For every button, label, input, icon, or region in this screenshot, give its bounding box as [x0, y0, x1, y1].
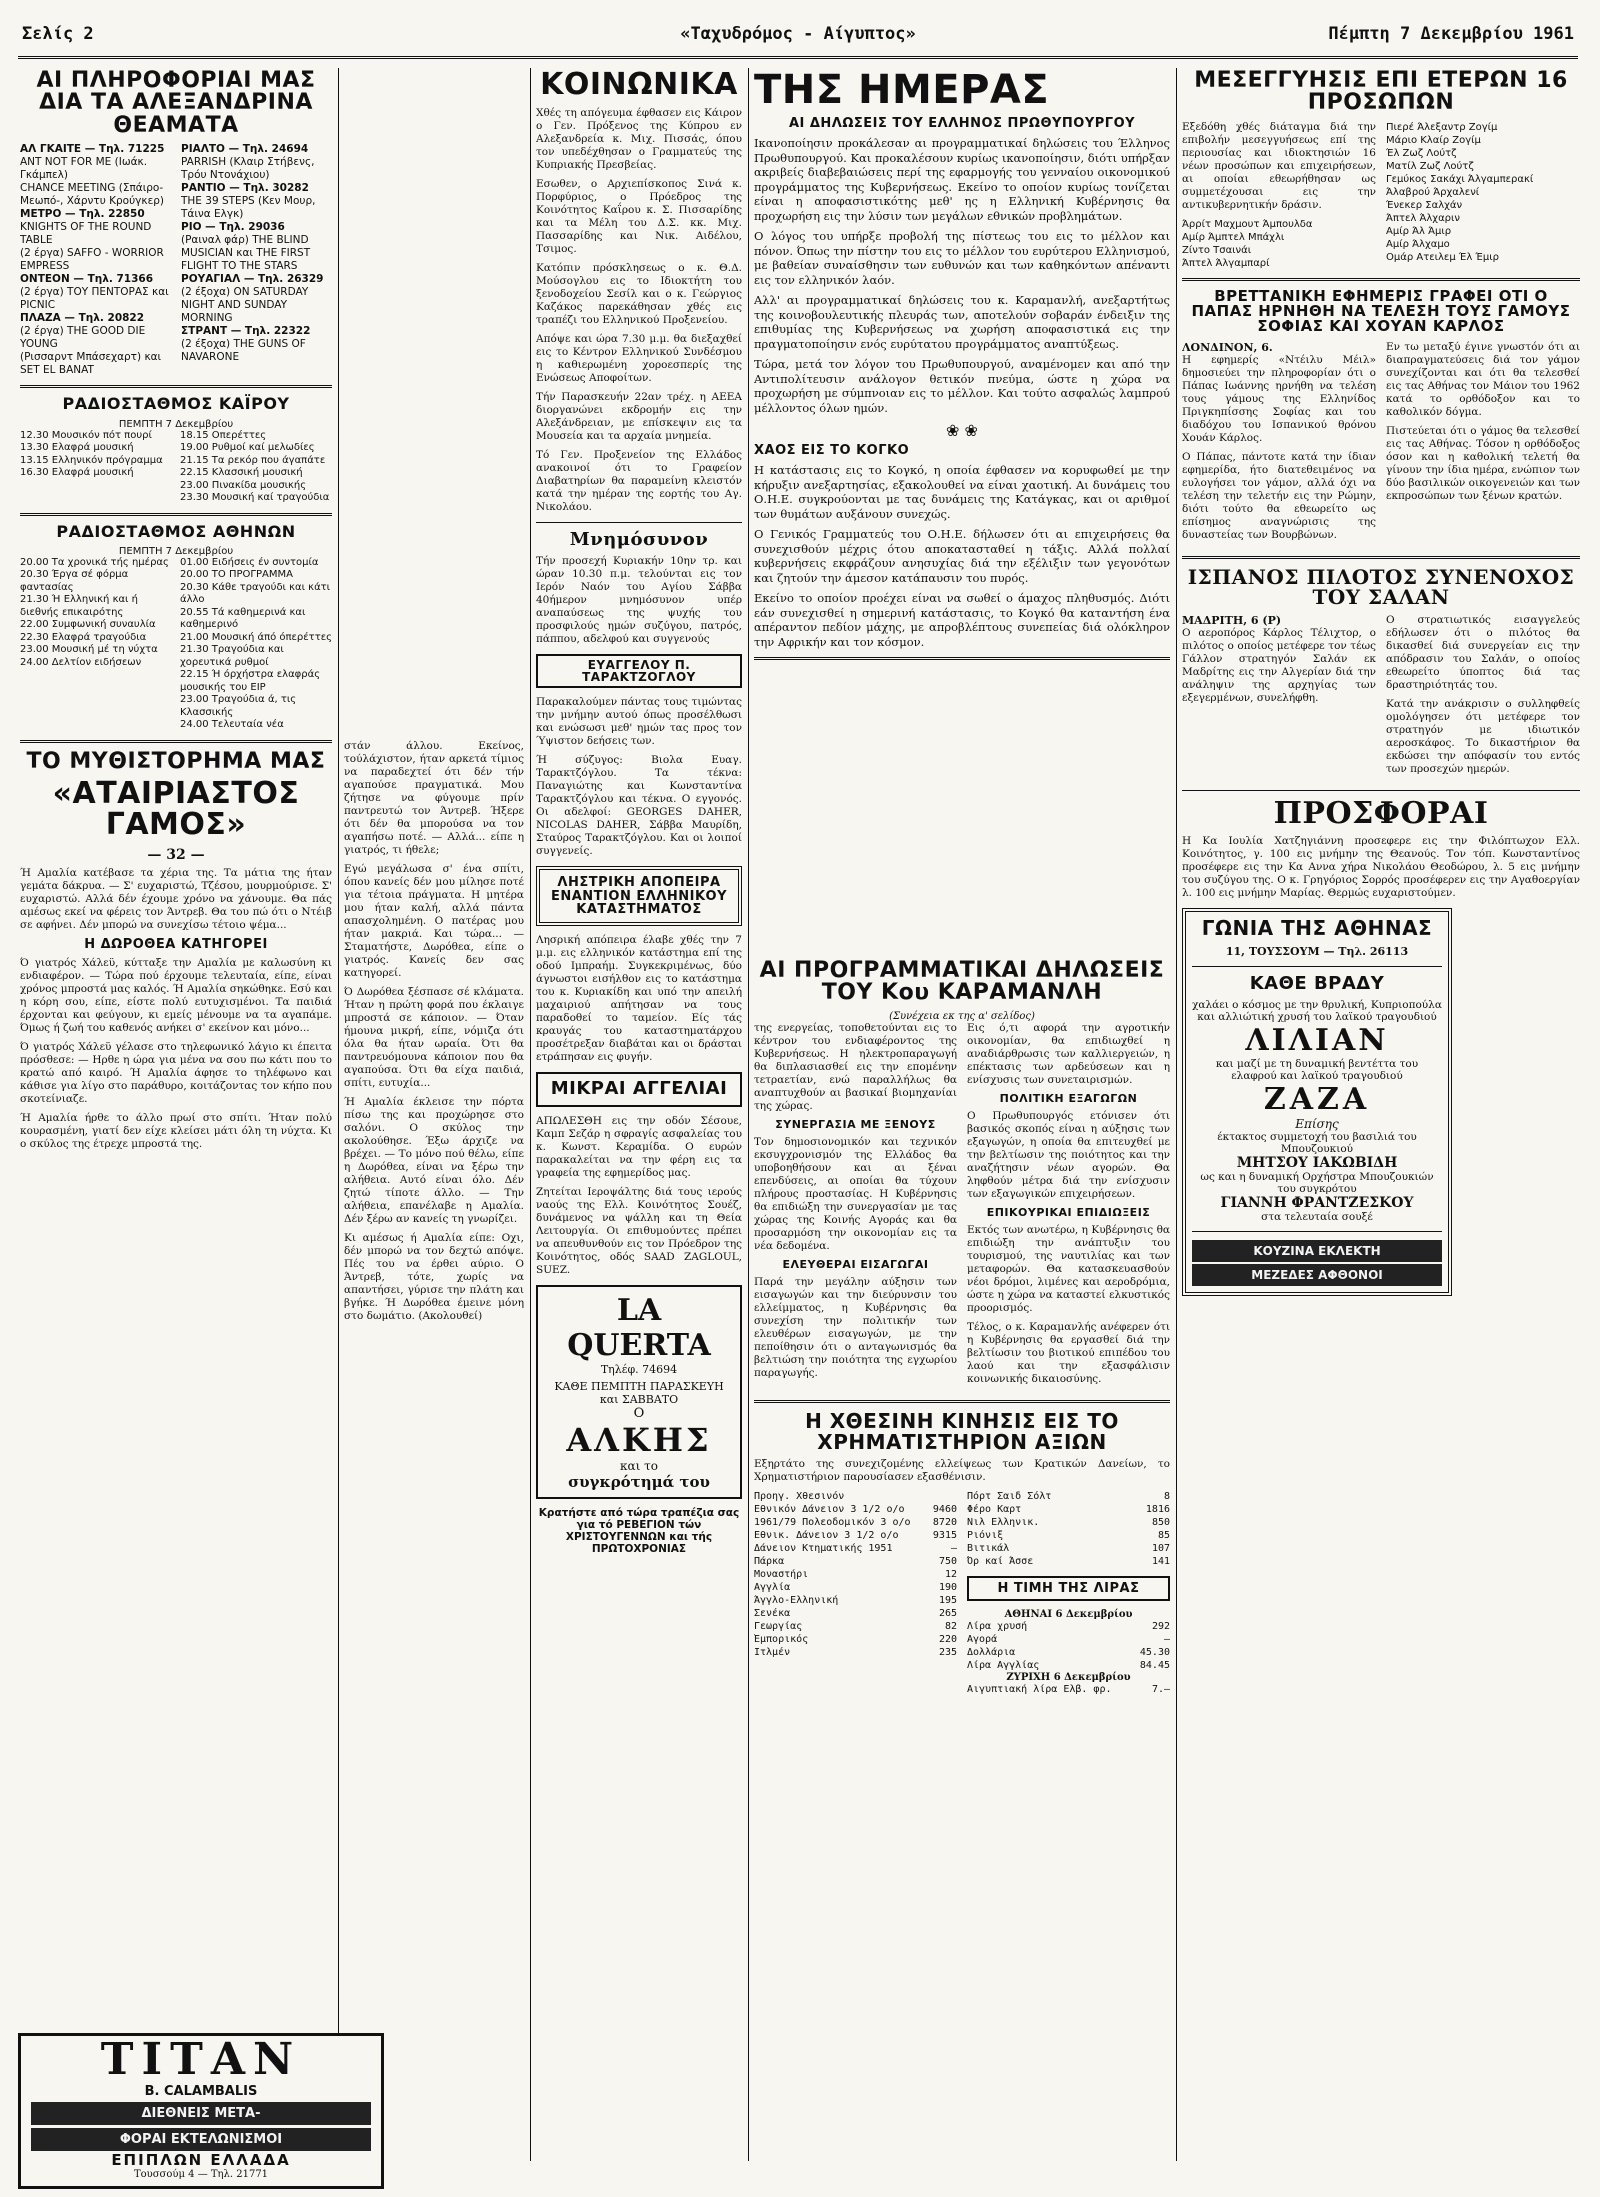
column-1: [20, 70, 332, 2161]
program-item: 24.00 Τελευταία νέα: [180, 719, 284, 731]
cinema-entry: (Ρισσαρντ Μπάσεχαρτ) και SET EL BANAT: [20, 351, 162, 377]
name-entry: Αμίρ Άλ Άμιρ: [1386, 225, 1452, 237]
athens-footer-2: ΜΕΖΕΔΕΣ ΑΦΘΟΝΟΙ: [1192, 1264, 1442, 1286]
serial-paragraph: Εγώ μεγάλωσα σ' ένα σπίτι, όπου κανείς δέν μου μίλησε ποτέ για τέτοια πράγματα. Η μητέρα μου ήταν καλή, αλλά πάντα απασχολημένη. Ο πατέρας μου ήταν μακριά. Και τώρα... — Σταματήστε, Δωρόθεα, είπε ο γιατρός. Κανείς δεν σας κατηγορεί.: [344, 863, 524, 979]
athens-footer-1: ΚΟΥΖΙΝΑ ΕΚΛΕΚΤΗ: [1192, 1240, 1442, 1262]
memorial-name: ΕΥΑΓΓΕΛΟΥ Π. ΤΑΡΑΚΤΖΟΓΛΟΥ: [582, 657, 696, 685]
column-divider: [530, 68, 531, 2161]
sequestration-text: Εξεδόθη χθές διάταγμα διά την επιβολήν μεσεγγυήσεως επί της περιουσίας και ιδιοκτησιών 16 νέων προσώπων και επιχειρήσεων, αι οποίαι εθεωρήθησαν ως συμμετέχουσαι εις την αντικυβερνητικήν δράσιν.: [1182, 120, 1376, 211]
dateline: ΜΑΔΡΙΤΗ, 6 (Ρ): [1182, 613, 1282, 627]
row-label: Μοναστήρι: [754, 1569, 809, 1581]
name-entry: Αμίρ Άλχαμο: [1386, 238, 1450, 250]
cinema-entry: THE 39 STEPS (Κεν Μουρ, Τάινα Ελγκ): [181, 195, 316, 221]
program-item: 23.00 Μουσική μέ τη νύχτα: [20, 644, 158, 656]
karamanlis-article: [754, 960, 1170, 2161]
row-value: —: [1163, 1634, 1170, 1646]
sequestration-names: [1386, 121, 1580, 270]
article-subheading: ΣΥΝΕΡΓΑΣΙΑ ΜΕ ΞΕΝΟΥΣ: [775, 1117, 936, 1131]
row-value: 8: [1163, 1491, 1170, 1503]
athens-star-2: ΖΑΖΑ: [1263, 1081, 1371, 1117]
name-entry: Μάριο Κλαίρ Ζογίμ: [1386, 134, 1481, 146]
program-item: 20.30 Έργα σέ φόρμα φαντασίας: [20, 569, 129, 593]
serial-paragraph: Ό γιατρός Χάλεϋ, κύτταξε την Αμαλία με καλωσύνη κι ενδιαφέρον. — Τώρα πού έρχουμε τελευταία, είπε, είναι χρόνος μπροστά μας καλός. Ή Αμαλία σηκώθηκε. Εσύ και η κόρη σου, είπε, είστε πολύ ευτυχισμένοι. Τα παιδιά έρχονται και φεύγουν, κι εμείς μένουμε να τα αγαπάμε. Όμως ή ζωή του καθενός ανήκει σ' εκείνον και μόνο...: [20, 956, 332, 1034]
editorial-paragraph: Τώρα, μετά τον λόγον του Πρωθυπουργού, αναμένομεν και από την Αντιπολίτευσιν ανάλογον θετικόν πνεύμα, ώστε η χώρα να προχωρήση με σύμπνοιαν εις το μέλλον. Και τούτο ασφαλώς λαμπρού μέλλοντος όλων ημών.: [754, 357, 1170, 415]
table-row: [754, 1646, 957, 1659]
theatres-headline: ΑΙ ΠΛΗΡΟΦΟΡΙΑΙ ΜΑΣ ΔΙΑ ΤΑ ΑΛΕΞΑΝΔΡΙΝΑ ΘΕΑΜΑΤΑ: [36, 70, 316, 138]
karamanlis-col-left: [754, 1022, 957, 1392]
row-label: Έμπορικός: [754, 1634, 809, 1646]
athens-text: έκτακτος συμμετοχή του βασιλιά του Μπουζουκιού: [1217, 1130, 1417, 1155]
athens-corner-ad: [1182, 908, 1452, 1296]
pilot-body: [1182, 614, 1580, 782]
social-paragraph: Τό Γεν. Προξενείον της Ελλάδος ανακοινοί ότι το Γραφείον Διαβατηρίων θα παραμείνη κλειστόν κατά την ημέραν της εορτής του Αγ. Νικολάου.: [536, 448, 742, 513]
cinema-list-left: [20, 143, 171, 377]
row-label: Λίρα χρυσή: [967, 1621, 1028, 1633]
row-label: Βιτικάλ: [967, 1543, 1010, 1555]
row-value: 82: [944, 1621, 957, 1633]
lira-title: Η ΤΙΜΗ ΤΗΣ ΛΙΡΑΣ: [997, 1581, 1140, 1597]
table-row: [754, 1529, 957, 1542]
karamanlis-col-right: [967, 1022, 1170, 1392]
row-label: Πάρκα: [754, 1556, 785, 1568]
article-subheading: ΕΛΕΥΘΕΡΑΙ ΕΙΣΑΓΩΓΑΙ: [782, 1258, 929, 1272]
section-rule: [1182, 278, 1580, 281]
name-entry: Έλ Ζωζ Λούτζ: [1386, 147, 1457, 159]
small-ads-title: ΜΙΚΡΑΙ ΑΓΓΕΛΙΑΙ: [550, 1078, 728, 1100]
small-ad: Ζητείται Ιεροψάλτης διά τους ιερούς ναούς της Ελλ. Κοινότητος Σουέζ, δυνάμενος να ψάλλη και τη Θεία Λειτουργία. Οι επιθυμούντες πρέπει να απευθυνθούν εις τον Πρόεδρον της Κοινότητος, οδός SAAD ZAGLOUL, SUEZ.: [536, 1185, 742, 1276]
stock-tables: [754, 1490, 1170, 1696]
lira-value: 7.—: [1151, 1684, 1170, 1696]
stock-table-right: [967, 1490, 1170, 1568]
athens-star-4: ΓΙΑΝΝΗ ΦΡΑΝΤΖΕΣΚΟΥ: [1220, 1194, 1414, 1211]
article-paragraph: Παρά την μεγάλην αύξησιν των εισαγωγών και την διεύρυνσιν του ελλείμματος, η Κυβέρνησις θα συνεχίση την πολιτικήν των ελευθέρων εισαγωγών, με την πεποίθησιν ότι ο ανταγωνισμός θα βελτιώση την ποιότητα της εγχωρίου παραγωγής.: [754, 1276, 957, 1380]
titan-brand: ΤΙΤΑΝ: [100, 2034, 302, 2085]
program-item: 23.00 Πινακίδα μουσικής: [180, 479, 307, 491]
program-item: 23.00 Τραγούδια ά, τις Κλασσικής: [180, 694, 297, 718]
section-rule: [754, 657, 1170, 660]
serial-number: — 32 —: [147, 846, 205, 863]
program-item: 01.00 Ειδήσεις έν συντομία: [180, 556, 319, 568]
table-row: [967, 1659, 1170, 1672]
table-row: [754, 1607, 957, 1620]
titan-line-2: ΦΟΡΑΙ ΕΚΤΕΛΩΝΙΣΜΟΙ: [31, 2128, 371, 2151]
serial-label: ΤΟ ΜΥΘΙΣΤΟΡΗΜΑ ΜΑΣ: [26, 748, 326, 774]
cinema-entry: (2 έργα) SAFFO - WORRIOR EMPRESS: [20, 247, 164, 273]
row-label: Αγορά: [967, 1634, 998, 1646]
program-item: 22.15 Κλασσική μουσική: [180, 467, 303, 479]
titan-name: B. CALAMBALIS: [144, 2084, 258, 2099]
column-5: [1182, 70, 1580, 2161]
table-row: [754, 1516, 957, 1529]
radio-athens-date: ΠΕΜΠΤΗ 7 Δεκεμβρίου: [118, 545, 234, 557]
row-value: 8720: [932, 1517, 957, 1529]
row-label: Εθνικόν Δάνειον 3 1/2 ο/ο: [754, 1504, 905, 1516]
sequestration-body: [1182, 121, 1580, 270]
row-label: Ιτλμέν: [754, 1647, 791, 1659]
article-paragraph: Πιστεύεται ότι ο γάμος θα τελεσθεί εις τας Αθήνας. Τόσον η ορθόδοξος όσον και η καθολική τελετή θα γίνουν την ίδια ημέρα, ενώπιον των δύο βασιλικών οικογενειών και των εκπροσώπων των ξένων κρατών.: [1386, 424, 1580, 502]
column-3: [536, 70, 742, 2161]
program-item: 21.30 Τραγούδια και χορευτικά ρυθμοί: [180, 644, 284, 668]
offers-text: Η Κα Ιουλία Χατζηγιάννη προσεφερε εις την Φιλόπτωχον Ελλ. Κοινότητος, γ. 100 εις μνήμην της Θεανούς. Τον τόπ. Κωνσταντίνος προσέφερε εις την Κα Αννα χήρα Νικολάου Θεοδώρου, λ. 5 εις μνήμην του συζύγου της. Ο κ. Γρηγόριος Σορρός προσέφερεν εις την Αγαθοεργίαν λ. 100 εις μνήμην Μαρίας. Θερμώς ευχαριστούμεν.: [1182, 835, 1580, 900]
program-item: 12.30 Μουσικόν πότ πουρί: [20, 429, 152, 441]
social-headline: ΚΟΙΝΩΝΙΚΑ: [540, 70, 738, 102]
cinema-entry: (2 έξοχα) ON SATURDAY NIGHT AND SUNDAY MORNING: [181, 286, 309, 325]
cinema-entry: (2 έργα) ΤΟΥ ΠΕΝΤΟΡΑΣ και PICNIC: [20, 286, 169, 312]
quarta-star: ΑΛΚΗΣ: [566, 1420, 712, 1459]
cinema-entry: ΑΛ ΓΚΑΙΤΕ — Τηλ. 71225: [20, 143, 165, 156]
row-value: 190: [938, 1582, 957, 1594]
congo-subheading: ΧΑΟΣ ΕΙΣ ΤΟ ΚΟΓΚΟ: [754, 443, 910, 459]
serial-paragraph: Ή Αμαλία έκλεισε την πόρτα πίσω της και προχώρησε στο σαλόνι. Ο σκύλος την ακολούθησε. Έξω άρχιζε να βρέχει. — Το μόνο πού θέλω, είπε η Δωρόθεα, είναι να ξέρω την αλήθεια. Αυτό είναι όλο. Δέν ζητώ τίποτε άλλο. — Την αλήθεια, επανέλαβε η Αμαλία. Δέν ξέρω αν κανείς τη γνωρίζει.: [344, 1096, 524, 1225]
ad-rule: [1192, 1231, 1442, 1232]
program-item: 20.55 Τά καθημερινά και καθημερινό: [180, 606, 306, 631]
editorial-paragraph: Εκείνο το οποίον προέχει είναι να σωθεί ο άμαχος πληθυσμός. Διότι εάν συνεχισθεί η σημερινή κατάστασις, το Κογκό θα καταντήση ένα απέραντον πεδίον μάχης, με απροβλέπτους συνεπείας διά ολόκληρον την Αφρικήν και τον κόσμον.: [754, 591, 1170, 649]
lira-label: Αιγυπτιακή λίρα Ελβ. φρ.: [967, 1684, 1112, 1696]
athens-text: ως και η δυναμική Ορχήστρα Μπουζουκιών του συγκρότου: [1200, 1170, 1434, 1195]
article-subheading: ΠΟΛΙΤΙΚΗ ΕΞΑΓΩΓΩΝ: [999, 1091, 1138, 1105]
cinema-entry: (Ραιναλ φάρ) THE BLIND MUSICIAN και THE FIRST FLIGHT TO THE STARS: [181, 234, 311, 273]
masthead: [18, 8, 1578, 59]
row-value: 84.45: [1139, 1660, 1170, 1672]
row-label: Γεωργίας: [754, 1621, 803, 1633]
name-entry: Ματίλ Ζωζ Λούτζ: [1386, 160, 1474, 172]
memorial-family: Ή σύζυγος: Βιολα Ευαγ. Ταρακτζόγλου. Τα τέκνα: Παναγιώτης και Κωνσταντίνα Ταρακτζόγλου και τέκνα. Ο εγγονός. Οι αδελφοί: GEORGES DAHER, NICOLAS DAHER, Σάββα Μαυρίδη, Σταύρος Ταρακτζόγλου. Και οι λοιποί συγγενείς.: [536, 754, 742, 858]
serial-paragraph: Ό Δωρόθεα ξέσπασε σέ κλάματα. Ήταν η πρώτη φορά που έκλαιγε μπροστά σε κάποιον. — Όταν ήμουνα μικρή, είπε, νόμιζα ότι όλα θα ήταν ωραία. Ότι θα παντρευόμουνα κάποιον που θα αγαπούσα. Ότι θα είχα παιδιά, σπίτι, ευτυχία...: [344, 986, 524, 1089]
row-value: 220: [938, 1634, 957, 1646]
section-rule: [1182, 790, 1580, 791]
memorial-name-box: [536, 654, 742, 688]
lira-sub2: ΖΥΡΙΧΗ 6 Δεκεμβρίου: [1006, 1672, 1131, 1684]
robbery-headline-box: [536, 866, 742, 926]
memorial-text: Τήν προσεχή Κυριακήν 10ην τρ. και ώραν 10.30 π.μ. τελούνται εις τον Ιερόν Ναόν του Αγίου Σάββα 40ήμερον μνημόσυνον υπέρ αναπαύσεως της ψυχής του προσφιλούς ημών συζύγου, πατρός, πάππου, αδελφού και συγγενούς: [536, 554, 742, 645]
article-paragraph: Τον δημοσιονομικόν και τεχνικόν εκσυγχρονισμόν της Ελλάδος θα υποβοηθήσουν και αι ξέναι επενδύσεις, αι οποίαι θα τύχουν πλήρους προστασίας. Η Κυβέρνησις θα επιδιώξη την συνεργασίαν με τας χώρας της Κοινής Αγοράς και θα προσαρμόση την οικονομίαν εις τα νέα δεδομένα.: [754, 1136, 957, 1253]
athens-address: 11, ΤΟΥΣΣΟΥΜ — Τηλ. 26113: [1225, 944, 1409, 958]
serial-paragraph: Ό γιατρός Χάλεϋ γέλασε στο τηλεφωνικό λάγιο κι έπειτα πρόσθεσε: — Ηρθε η ώρα για μένα να σου πω κάτι που το κρατώ από καιρό. Ή Αμαλία άφησε το τηλέφωνο και κάθισε για λίγο στο παράθυρο, κοιτάζοντας τον κήπο που σκοτείνιαζε.: [20, 1040, 332, 1105]
athens-star-1: ΛΙΛΙΑΝ: [1245, 1022, 1389, 1058]
row-label: Σενέκα: [754, 1608, 791, 1620]
serial-paragraph: Κι αμέσως ή Αμαλία είπε: Οχι, δέν μπορώ να τον δεχτώ απόψε. Πές του να έρθει αύριο. Ο Άντρεβ, τότε, χωρίς να απαντήσει, γύρισε την πλάτη και βγήκε. Ή Δωρόθεα έμεινε μόνη στο δωμάτιο. (Ακολουθεί): [344, 1232, 524, 1322]
cinema-entry: CHANCE MEETING (Σπάιρο-Μεωπό-, Χάρντυ Κρούγκερ): [20, 182, 165, 208]
radio-cairo-schedule: [20, 430, 332, 505]
titan-ad: [18, 2033, 384, 2189]
article-paragraph: Εν τω μεταξύ έγινε γνωστόν ότι αι διαπραγματεύσεις διά τον γάμον συνεχίζονται και ότι θα τελεσθεί εις τας Αθήνας τον Μάιον του 1962 κατά το ορθόδοξον και το καθολικόν δόγμα.: [1386, 340, 1580, 418]
section-rule: [536, 522, 742, 523]
table-row: [754, 1594, 957, 1607]
small-ad: ΑΠΩΛΕΣΘΗ εις την οδόν Σέσουε, Καμπ Σεζάρ η σφραγίς ασφαλείας του κ. Κωνστ. Κεραμίδα. Ο ευρών παρακαλείται να την φέρη εις τα γραφεία της εφημερίδος μας.: [536, 1114, 742, 1179]
program-item: 18.15 Οπερέττες: [180, 429, 267, 441]
column-divider: [1176, 68, 1177, 2161]
memorial-text: Παρακαλούμεν πάντας τους τιμώντας την μνήμην αυτού όπως προσέλθωσι και ενώσωσι μεθ' ημών τας προς τον Ύψιστον δεήσεις των.: [536, 696, 742, 748]
name-entry: Ομάρ Ατειλεμ Έλ Έμιρ: [1386, 251, 1499, 263]
stock-headline: Η ΧΘΕΣΙΝΗ ΚΙΝΗΣΙΣ ΕΙΣ ΤΟ ΧΡΗΜΑΤΙΣΤΗΡΙΟΝ ΑΞΙΩΝ: [805, 1409, 1119, 1454]
quarta-ad: [536, 1285, 742, 1499]
newspaper-name: «Ταχυδρόμος - Αίγυπτος»: [680, 24, 916, 44]
program-item: 20.00 ΤΟ ΠΡΟΓΡΑΜΜΑ: [180, 569, 293, 581]
row-label: Δάνειον Κτηματικής 1951: [754, 1543, 893, 1555]
column-2: [344, 740, 524, 2161]
program-item: 21.00 Μουσική άπό όπερέττες: [180, 631, 332, 643]
row-value: 9315: [932, 1530, 957, 1542]
section-rule: [754, 1400, 1170, 1403]
row-value: 107: [1151, 1543, 1170, 1555]
row-value: 9460: [932, 1504, 957, 1516]
titan-line-3: ΕΠΙΠΛΩΝ ΕΛΛΑΔΑ: [111, 2151, 291, 2169]
table-row: [967, 1633, 1170, 1646]
name-entry: Γεμύκος Σακάχι Άλγαμπερακί: [1386, 173, 1534, 185]
editorial-paragraph: Αλλ' αι προγραμματικαί δηλώσεις του κ. Καραμανλή, ανεξαρτήτως της κοινοβουλευτικής πλευράς των, αποτελούν σοβαράν ένδειξιν της επιθυμίας της Κυβερνήσεως να χωρήση αποφασιστικά εις την πραγματοποίησιν ενός ευρύτατου προγράμματος αναπτύξεως.: [754, 293, 1170, 351]
program-item: 21.15 Τα ρεκόρ που άγαπάτε: [180, 454, 326, 466]
row-label: Άγγλο-Ελληνική: [754, 1595, 839, 1607]
row-label: Αγγλία: [754, 1582, 791, 1594]
cinema-entry: ΑΝΤ ΝΟΤ FOR ME (Ιωάκ. Γκάμπελ): [20, 156, 148, 182]
robbery-text: Λησρική απόπειρα έλαβε χθές την 7 μ.μ. εις ελληνικόν κατάστημα επί της οδού Ιμπραήμ. Συγκεκριμένως, δύο άγνωστοι εισήλθον εις το κατάστημα του κ. Κυριακίδη και υπό την απειλή μαχαιριού απήτησαν να τους παραδοθεί το ταμείον. Είς τάς κραυγάς του καταστηματάρχου προσέτρεξαν διαβάται και οι δράσται ετράπησαν εις φυγήν.: [536, 934, 742, 1064]
sequestration-headline: ΜΕΣΕΓΓΥΗΣΙΣ ΕΠΙ ΕΤΕΡΩΝ 16 ΠΡΟΣΩΠΩΝ: [1194, 70, 1568, 116]
memorial-title: Μνημόσυνον: [569, 528, 709, 550]
ornament: ❀ ❀: [946, 421, 978, 441]
stock-intro: Εξηρτάτο της συνεχιζομένης ελλείψεως των Κρατικών Δανείων, το Χρηματιστήριον παρουσίασεν εξασθένισιν.: [754, 1458, 1170, 1484]
cinema-list-right: [181, 143, 332, 377]
cinema-entry: ΣΤΡΑΝΤ — Τηλ. 22322: [181, 325, 311, 338]
table-row: [754, 1542, 957, 1555]
titan-line-4: Τουσσούμ 4 — Τηλ. 21771: [133, 2169, 269, 2180]
article-paragraph: Η εφημερίς «Ντέιλυ Μέιλ» δημοσιεύει την πληροφορίαν ότι ο Πάπας Ιωάννης ηρνήθη να τελέση τους γάμους της Ελληνίδος Πριγκηπίσσης Σοφίας και του διαδόχου του Ισπανικού θρόνου Χουάν Κάρλος.: [1182, 353, 1376, 444]
program-item: 22.00 Συμφωνική συναυλία: [20, 619, 156, 631]
athens-title: ΓΩΝΙΑ ΤΗΣ ΑΘΗΝΑΣ: [1201, 916, 1433, 941]
table-row: [754, 1503, 957, 1516]
row-label: Όρ καί Άσσε: [967, 1556, 1034, 1568]
stock-table-left: [754, 1490, 957, 1696]
row-label: 1961/79 Πολεοδομικόν 3 ο/ο: [754, 1517, 911, 1529]
small-ads-header: [536, 1072, 742, 1106]
row-label: Εθνικ. Δάνειον 3 1/2 ο/ο: [754, 1530, 899, 1542]
radio-cairo-date: ΠΕΜΠΤΗ 7 Δεκεμβρίου: [118, 418, 234, 430]
article-paragraph: Ο αεροπόρος Κάρλος Τέλιχτορ, ο πιλότος ο οποίος μετέφερε τον τέως Γάλλον στρατηγόν Σαλάν εκ Μαδρίτης εις την Αλγερίαν διά την ανάληψιν της αρχηγίας των εξεγερμένων, συνελήφθη.: [1182, 626, 1376, 704]
table-row: [967, 1529, 1170, 1542]
cinema-entry: ΡΟΥΑΓΙΑΛ — Τηλ. 26329: [181, 273, 324, 286]
name-entry: Άπτελ Άλχαριν: [1386, 212, 1460, 224]
athens-text: στα τελευταία σουξέ: [1261, 1210, 1373, 1223]
pilot-headline: ΙΣΠΑΝΟΣ ΠΙΛΟΤΟΣ ΣΥΝΕΝΟΧΟΣ ΤΟΥ ΣΑΛΑΝ: [1187, 564, 1575, 610]
serial-subheading: Η ΔΩΡΟΘΕΑ ΚΑΤΗΓΟΡΕΙ: [84, 936, 268, 952]
athens-also: Επίσης: [1295, 1116, 1339, 1131]
name-entry: Ζίντο Τσαινάι: [1182, 244, 1252, 256]
article-paragraph: Εκτός των ανωτέρω, η Κυβέρνησις θα επιδιώξη την ανάπτυξιν του τουρισμού, της ναυτιλίας και των μεταφορών. Θα κατασκευασθούν νέοι δρόμοι, λιμένες και αεροδρόμια, ώστε η χώρα να καταστεί ελκυστικός προορισμός.: [967, 1224, 1170, 1315]
row-label: Νιλ Ελληνικ.: [967, 1517, 1040, 1529]
row-value: 265: [938, 1608, 957, 1620]
serial-paragraph: στάν άλλου. Εκείνος, τούλάχιστον, ήταν αρκετά τίμιος να παραδεχτεί ότι δέν τήν αγαπούσε πραγματικά. Μου ζήτησε να φύγουμε πρίν παντρευτώ τον Άντρεβ. Ήξερε ότι δέν θα μπορούσα να τον αγαπήσω ποτέ. — Αλλά... είπε η γιατρός, τι ήθελε;: [344, 740, 524, 856]
quarta-tel: Τηλέφ. 74694: [600, 1362, 678, 1376]
cinema-entry: PARRISH (Κλαιρ Στήβενς, Τρόυ Ντονάχιου): [181, 156, 315, 182]
cinema-listings: [20, 143, 332, 377]
lira-table: [967, 1620, 1170, 1672]
program-item: 20.30 Κάθε τραγούδι και κάτι άλλο: [180, 581, 331, 606]
table-row: [967, 1516, 1170, 1529]
cinema-entry: (2 έξοχα) THE GUNS OF NAVARONE: [181, 338, 306, 364]
serial-title: «ΑΤΑΙΡΙΑΣΤΟΣ ΓΑΜΟΣ»: [52, 776, 300, 842]
editorial-paragraph: Ικανοποίησιν προκάλεσαν αι προγραμματικαί δηλώσεις του Έλληνος Πρωθυπουργού. Και προκαλέσουν κυρίως ικανοποίησιν, διότι υπήρξαν ακριβείς διαβεβαιώσεις περί της εφαρμογής του γενναίου οικονομικού προγράμματος της Κυβερνήσεως. Εκείνο το οποίον κυρίως τονίζεται είναι η αποφασιστικότης μεθ' ης η Ελληνική Κυβέρνησις θα προχωρήση εις την λύσιν των μεγάλων εθνικών προβλημάτων.: [754, 136, 1170, 223]
article-paragraph: Ο Πρωθυπουργός ετόνισεν ότι βασικός σκοπός είναι η αύξησις των εξαγωγών, η οποία θα επιτευχθεί με την βελτίωσιν της ποιότητος και την αναζήτησιν νέων αγορών. Θα ληφθούν μέτρα διά την ενίσχυσιν των εξαγωγικών επιχειρήσεων.: [967, 1110, 1170, 1201]
robbery-headline: ΛΗΣΤΡΙΚΗ ΑΠΟΠΕΙΡΑ ΕΝΑΝΤΙΟΝ ΕΛΛΗΝΙΚΟΥ ΚΑΤΑΣΤΗΜΑΤΟΣ: [550, 875, 727, 917]
program-item: 23.30 Μουσική καί τραγούδια: [180, 492, 330, 504]
name-entry: Άλαβρού Άρχαλενί: [1386, 186, 1480, 198]
cinema-entry: ΟΝΤΕΟΝ — Τηλ. 71366: [20, 273, 154, 286]
editorial-subheading: ΑΙ ΔΗΛΩΣΕΙΣ ΤΟΥ ΕΛΛΗΝΟΣ ΠΡΩΘΥΠΟΥΡΓΟΥ: [788, 115, 1136, 131]
pope-body: [1182, 341, 1580, 548]
quarta-name: LA QUERTA: [567, 1292, 711, 1363]
athens-text: και μαζί με τη δυναμική βεντέττα του ελαφρού και λαϊκού τραγουδιού: [1215, 1057, 1419, 1082]
quarta-and: και το: [620, 1458, 658, 1473]
social-paragraph: Εσωθεν, ο Αρχιεπίσκοπος Σινά κ. Πορφύριος, ο Πρόεδρος της Κοινότητος Καΐρου κ. Σ. Πισσαρίδης και τα Μέλη του Δ.Σ. κκ. Μιχ. Πασσαρίδης και Νικ. Αιδέλου, Τσιμος.: [536, 177, 742, 255]
serial-paragraph: Ή Αμαλία ήρθε το άλλο πρωί στο σπίτι. Ήταν πολύ κουρασμένη, γιατί δεν είχε κλείσει μάτι όλη τη νύχτα. Κι ο σκύλος της έτρεχε μπροστά της.: [20, 1111, 332, 1150]
lira-box: [967, 1576, 1170, 1601]
row-value: 141: [1151, 1556, 1170, 1568]
cinema-entry: ΡΑΝΤΙΟ — Τηλ. 30282: [181, 182, 309, 195]
cinema-entry: ΡΙΟ — Τηλ. 29036: [181, 221, 285, 234]
row-value: 292: [1151, 1621, 1170, 1633]
row-label: Δολλάρια: [967, 1647, 1016, 1659]
row-label: Προηγ. Χθεσινόν: [754, 1491, 845, 1503]
row-value: 850: [1151, 1517, 1170, 1529]
athens-every-night: ΚΑΘΕ ΒΡΑΔΥ: [1249, 972, 1385, 994]
program-item: 20.00 Τα χρονικά τής ημέρας: [20, 556, 169, 568]
page-number: Σελίς 2: [22, 24, 94, 44]
social-paragraph: Τήν Παρασκευήν 22αν τρέχ. η ΑΕΕΑ διοργανώνει εκδρομήν εις την Αλεξάνδρειαν, με επίσκεψιν εις τα Μουσεία και τα αρχαία μνημεία.: [536, 390, 742, 442]
program-item: 22.15 Ή όρχήστρα ελαφράς μουσικής του ΕΙΡ: [180, 669, 321, 693]
section-rule: [20, 385, 332, 388]
table-row: [754, 1581, 957, 1594]
row-label: Φέρο Καρτ: [967, 1504, 1022, 1516]
stock-side: [967, 1490, 1170, 1696]
cinema-entry: KNIGHTS OF THE ROUND TABLE: [20, 221, 152, 247]
article-paragraph: Εις ό,τι αφορά την αγροτικήν οικονομίαν, θα επιδιωχθεί η αναδιάρθρωσις των καλλιεργειών, η επέκτασις των αρδεύσεων και η ενίσχυσις των συνεταιρισμών.: [967, 1021, 1170, 1086]
table-row: [754, 1490, 957, 1503]
radio-cairo-title: ΡΑΔΙΟΣΤΑΘΜΟΣ ΚΑΪΡΟΥ: [62, 394, 290, 414]
editorial-headline: ΤΗΣ ΗΜΕΡΑΣ: [754, 70, 1050, 113]
table-row: [754, 1620, 957, 1633]
article-paragraph: Τέλος, ο κ. Καραμανλής ανέφερεν ότι η Κυβέρνησις θα εργασθεί διά την βελτίωσιν του βιοτικού επιπέδου του λαού και την εξασφάλισιν κοινωνικής δικαιοσύνης.: [967, 1321, 1170, 1386]
ad-rule: [1192, 966, 1442, 967]
table-row: [754, 1555, 957, 1568]
program-item: 22.30 Ελαφρά τραγούδια: [20, 631, 147, 643]
radio-athens-schedule: [20, 557, 332, 732]
lira-zurich: [967, 1683, 1170, 1696]
offers-headline: ΠΡΟΣΦΟΡΑΙ: [1273, 795, 1489, 831]
article-subheading: ΕΠΙΚΟΥΡΙΚΑΙ ΕΠΙΔΙΩΞΕΙΣ: [986, 1206, 1151, 1220]
article-paragraph: Ο Πάπας, πάντοτε κατά την ίδιαν εφημερίδα, ήτο διατεθειμένος να ευλογήσει τον γάμον, αλλά όχι να τελέση την τελετήν εις την Ρώμην, διότι τούτο θα εθεωρείτο ως επίσημος αναγνώρισις της δυναστείας των Βουρβώνων.: [1182, 450, 1376, 541]
table-row: [967, 1620, 1170, 1633]
continuation-note: (Συνέχεια εκ της α' σελίδος): [889, 1010, 1035, 1022]
row-value: 195: [938, 1595, 957, 1607]
row-value: 45.30: [1139, 1647, 1170, 1659]
editorial-paragraph: Η κατάστασις εις το Κογκό, η οποία έφθασεν να κορυφωθεί με την κήρυξιν ανεξαρτησίας, εξακολουθεί να είναι χαοτική. Αι δυνάμεις του Ο.Η.Ε. συγκρούονται με τας δυνάμεις της Κατάγκας, και οι αριθμοί των θυμάτων αυξάνουν συνεχώς.: [754, 463, 1170, 521]
radio-athens-title: ΡΑΔΙΟΣΤΑΘΜΟΣ ΑΘΗΝΩΝ: [56, 521, 296, 541]
program-item: 16.30 Ελαφρά μουσική: [20, 467, 134, 479]
row-value: 1816: [1145, 1504, 1170, 1516]
row-label: Πόρτ Σαιδ Σόλτ: [967, 1491, 1052, 1503]
karamanlis-columns: [754, 1022, 1170, 1392]
issue-date: Πέμπτη 7 Δεκεμβρίου 1961: [1328, 24, 1574, 44]
column-divider: [748, 68, 749, 2161]
table-row: [967, 1646, 1170, 1659]
editorial-paragraph: Ο Γενικός Γραμματεύς του Ο.Η.Ε. δήλωσεν ότι αι επιχειρήσεις θα συνεχισθούν μέχρις ότου αποκατασταθεί η τάξις. Αλλά πολλαί κυβερνήσεις εκφράζουν ανησυχίας διά την εξέλιξιν των γεγονότων και ζητούν την άμεσον κατάπαυσιν του πυρός.: [754, 527, 1170, 585]
quarta-days: ΚΑΘΕ ΠΕΜΠΤΗ ΠΑΡΑΣΚΕΥΗ και ΣΑΒΒΑΤΟ: [554, 1379, 724, 1406]
titan-line-1: ΔΙΕΘΝΕΙΣ ΜΕΤΑ-: [31, 2102, 371, 2125]
cinema-entry: ΠΛΑΖΑ — Τηλ. 20822: [20, 312, 145, 325]
dateline: ΛΟΝΔΙΝΟΝ, 6.: [1182, 340, 1273, 354]
table-row: [967, 1555, 1170, 1568]
quarta-article: Ο: [633, 1405, 645, 1421]
row-value: 12: [944, 1569, 957, 1581]
cinema-entry: ΜΕΤΡΟ — Τηλ. 22850: [20, 208, 145, 221]
social-paragraph: Κατόπιν πρόσκλησεως ο κ. Θ.Δ. Μούσογλου εις το Ιδιοκτήτη του ξενοδοχείου Σεσίλ και ο κ. Γεώργιος Καζάκος παρεκάθησαν χθές εις τραπέζι του Ελληνικού Προξενείου.: [536, 261, 742, 326]
lira-sub: ΑΘΗΝΑΙ 6 Δεκεμβρίου: [1004, 1609, 1133, 1621]
program-item: 13.15 Ελληνικόν πρόγραμμα: [20, 454, 163, 466]
cinema-entry: (2 έργα) THE GOOD DIE YOUNG: [20, 325, 146, 351]
table-row: [967, 1490, 1170, 1503]
table-row: [967, 1503, 1170, 1516]
name-entry: Ένεκερ Σαλχάν: [1386, 199, 1463, 211]
article-paragraph: Κατά την ανάκρισιν ο συλληφθείς ομολόγησεν ότι μετέφερε τον στρατηγόν με ιδιωτικόν αεροσκάφος. Το δικαστήριον θα εκδώσει την απόφασίν του εντός των προσεχών ημερών.: [1386, 697, 1580, 775]
article-paragraph: Ο στρατιωτικός εισαγγελεύς εδήλωσεν ότι ο πιλότος θα δικασθεί διά συνεργείαν εις την απόδρασιν του Σαλάν, ο οποίος εθεωρείτο ύποπτος διά τας δραστηριότητάς του.: [1386, 613, 1580, 691]
row-value: 235: [938, 1647, 957, 1659]
section-rule: [20, 740, 332, 743]
section-rule: [20, 513, 332, 516]
name-entry: Πιερέ Άλεξαντρ Ζογίμ: [1386, 121, 1498, 133]
athens-star-3: ΜΗΤΣΟΥ ΙΑΚΩΒΙΔΗ: [1236, 1154, 1398, 1171]
name-entry: Άρρίτ Μαχμουτ Άμπουλδα: [1182, 218, 1313, 230]
row-label: Λίρα Αγγλίας: [967, 1660, 1040, 1672]
editorial-paragraph: Ο λόγος του υπήρξε προβολή της πίστεως του εις το μέλλον και πόνον. Όπως την πίστην του εις το μέλλον του ευρύτερου Ελληνισμού, με βαθείαν συναίσθησιν των ευθυνών και των καθηκόντων απέναντι εις τον ελληνικόν λαόν.: [754, 229, 1170, 287]
table-row: [754, 1633, 957, 1646]
karamanlis-headline: ΑΙ ΠΡΟΓΡΑΜΜΑΤΙΚΑΙ ΔΗΛΩΣΕΙΣ ΤΟΥ Κου ΚΑΡΑΜΑΝΛΗ: [759, 960, 1165, 1006]
article-paragraph: της ενεργείας, τοποθετούνται εις το κέντρον του ενδιαφέροντος της Κυβερνήσεως. Η ηλεκτροπαραγωγή θα διπλασιασθεί εις την επομένην τετραετίαν, ενώ παραλλήλως θα αναπτυχθούν αι βασικαί βιομηχανίαι της χώρας.: [754, 1021, 957, 1112]
serial-paragraph: Ή Αμαλία κατέβασε τα χέρια της. Τα μάτια της ήταν γεμάτα δάκρυα. — Σ' ευχαριστώ, Τζέσου, μουρμούρισε. Σ' ευχαριστώ. Αλλά δέν έχουμε χρόνο να χάνουμε. Θα πάς αμέσως εκεί να φέρεις τον Άντρεβ. Θα του πώ ότι ο Ντέιβ σε αφήνει. Δέν μπορώ να συνεχίσω τέτοιο ψέμα...: [20, 866, 332, 931]
program-item: 21.30 Ή Ελληνική και ή διεθνής επικαιρότης: [20, 594, 138, 618]
row-value: —: [950, 1543, 957, 1555]
column-divider: [338, 68, 339, 2161]
row-label: Ριόνιξ: [967, 1530, 1004, 1542]
table-row: [967, 1542, 1170, 1555]
social-paragraph: Απόψε και ώρα 7.30 μ.μ. θα διεξαχθεί εις το Κέντρον Ελληνικού Συνδέσμου η καθιερωμένη χοροεσπερίς της Ενώσεως Αποφοίτων.: [536, 332, 742, 384]
quarta-footer: Κρατήστε από τώρα τραπέζια σας για τό ΡΕΒΕΓΙΟΝ τών ΧΡΙΣΤΟΥΓΕΝΝΩΝ και τής ΠΡΩΤΟΧΡΟΝΙΑΣ: [538, 1506, 740, 1555]
athens-text: χαλάει ο κόσμος με την θρυλική, Κυπριοπούλα και αλλιώτική χρυσή του λαϊκού τραγουδιού: [1192, 998, 1442, 1023]
cinema-entry: ΡΙΑΛΤΟ — Τηλ. 24694: [181, 143, 309, 156]
row-value: 85: [1157, 1530, 1170, 1542]
program-item: 13.30 Ελαφρά μουσική: [20, 442, 134, 454]
pope-headline: ΒΡΕΤΤΑΝΙΚΗ ΕΦΗΜΕΡΙΣ ΓΡΑΦΕΙ ΟΤΙ Ο ΠΑΠΑΣ ΗΡΝΗΘΗ ΝΑ ΤΕΛΕΣΗ ΤΟΥΣ ΓΑΜΟΥΣ ΣΟΦΙΑΣ ΚΑΙ ΧΟΥΑΝ ΚΑΡΛΟΣ: [1191, 286, 1571, 336]
table-row: [754, 1568, 957, 1581]
program-item: 24.00 Δελτίον ειδήσεων: [20, 656, 142, 668]
social-paragraph: Χθές τη απόγευμα έφθασεν εις Κάιρον ο Γεν. Πρόξενος της Κύπρου εν Αλεξανδρεία κ. Μιχ. Πισσάς, όπου τον υπεδέχθησαν ο Γραμματεύς της Κυπριακής Πρεσβείας.: [536, 106, 742, 171]
program-item: 19.00 Ρυθμοί καί μελωδίες: [180, 442, 315, 454]
section-rule: [1182, 556, 1580, 559]
name-entry: Άπτελ Άλγαμπαρί: [1182, 257, 1270, 269]
quarta-group: συγκρότημά του: [568, 1472, 710, 1491]
name-entry: Αμίρ Άμπτελ Μπάχλι: [1182, 231, 1285, 243]
row-value: 750: [938, 1556, 957, 1568]
